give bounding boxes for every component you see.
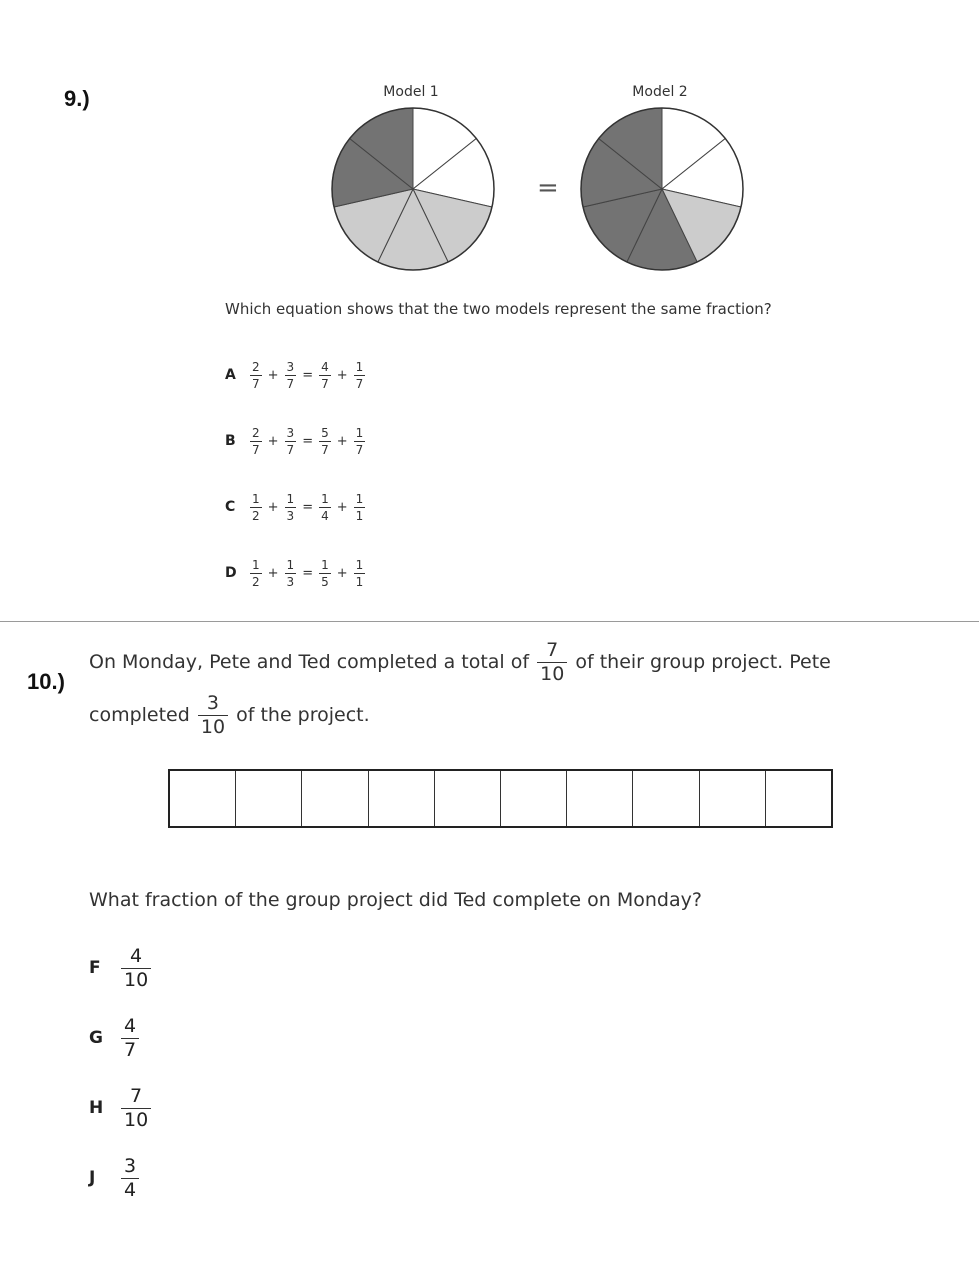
fraction-bar — [250, 507, 262, 508]
denominator: 1 — [355, 574, 364, 589]
equals-operator: = — [302, 565, 314, 581]
fraction — [354, 493, 366, 522]
numerator: 3 — [286, 359, 295, 374]
numerator: 1 — [355, 557, 364, 572]
question-10-text-line-2 — [89, 694, 370, 737]
strip-part — [435, 771, 501, 826]
model-1-pie — [332, 108, 494, 270]
fraction — [250, 559, 262, 588]
plus-operator: + — [267, 367, 279, 383]
choice-fraction — [121, 1084, 151, 1131]
answer-choice-h[interactable] — [89, 1073, 153, 1143]
answer-choice-a[interactable] — [225, 355, 368, 395]
fraction-bar — [319, 441, 331, 442]
fraction-bar — [354, 507, 366, 508]
fraction — [354, 427, 366, 456]
numerator: 1 — [252, 491, 260, 506]
choice-equation — [247, 361, 368, 390]
fraction-bar — [354, 573, 366, 574]
fraction-bar — [250, 375, 262, 376]
denominator: 1 — [355, 508, 364, 523]
strip-part — [766, 771, 831, 826]
plus-operator: + — [267, 433, 279, 449]
fraction-models — [325, 104, 755, 284]
fraction — [285, 493, 297, 522]
fraction-bar — [250, 573, 262, 574]
denominator: 7 — [321, 376, 329, 391]
fraction — [250, 427, 262, 456]
denominator: 7 — [252, 376, 260, 391]
denominator: 7 — [252, 442, 260, 457]
strip-part — [700, 771, 766, 826]
answer-choice-g[interactable] — [89, 1003, 153, 1073]
choice-fraction — [121, 1014, 139, 1061]
question-10-text-line-1 — [89, 641, 831, 684]
plus-operator: + — [336, 433, 348, 449]
choice-letter: J — [89, 1168, 96, 1188]
fraction-bar — [354, 375, 366, 376]
answer-choice-c[interactable] — [225, 487, 368, 527]
denominator: 2 — [252, 574, 260, 589]
numerator: 1 — [355, 359, 364, 374]
equals-operator: = — [302, 499, 314, 515]
strip-part — [302, 771, 368, 826]
model-2-pie — [581, 108, 743, 270]
fraction — [250, 361, 262, 390]
choice-letter: H — [89, 1098, 104, 1118]
question-9-prompt: Which equation shows that the two models represent the same fraction? — [225, 300, 772, 318]
choice-equation — [247, 559, 368, 588]
denominator: 10 — [124, 1108, 149, 1131]
line-1-text-after: of their group project. Pete — [575, 651, 831, 673]
denominator: 4 — [124, 1178, 137, 1201]
denominator: 7 — [286, 442, 295, 457]
denominator: 7 — [355, 442, 364, 457]
fraction — [354, 559, 366, 588]
numerator: 1 — [321, 557, 329, 572]
answer-choice-j[interactable] — [89, 1143, 153, 1213]
numerator: 1 — [252, 557, 260, 572]
model-2-label: Model 2 — [632, 84, 688, 100]
fraction — [285, 559, 297, 588]
denominator: 5 — [321, 574, 329, 589]
choice-letter: A — [225, 367, 236, 383]
fraction — [285, 427, 297, 456]
numerator: 5 — [321, 425, 329, 440]
pete-denominator: 10 — [200, 716, 226, 738]
numerator: 1 — [355, 425, 364, 440]
fraction — [250, 493, 262, 522]
fraction-bar — [319, 375, 331, 376]
plus-operator: + — [267, 499, 279, 515]
strip-part — [170, 771, 236, 826]
fraction-bar — [319, 507, 331, 508]
equals-operator: = — [302, 367, 314, 383]
denominator: 4 — [321, 508, 329, 523]
choice-fraction — [121, 944, 151, 991]
section-divider — [0, 621, 979, 622]
choice-letter: G — [89, 1028, 103, 1048]
plus-operator: + — [336, 367, 348, 383]
choice-letter: D — [225, 565, 237, 581]
numerator: 2 — [252, 359, 260, 374]
equals-sign: = — [537, 173, 559, 203]
fraction — [285, 361, 297, 390]
choice-letter: C — [225, 499, 236, 515]
numerator: 1 — [355, 491, 364, 506]
answer-choice-d[interactable] — [225, 553, 368, 593]
numerator: 4 — [130, 944, 143, 967]
plus-operator: + — [336, 565, 348, 581]
fraction-bar — [250, 441, 262, 442]
strip-part — [567, 771, 633, 826]
line-2-text-after: of the project. — [236, 704, 370, 726]
pete-fraction — [198, 694, 228, 737]
question-10-prompt: What fraction of the group project did Ted complete on Monday? — [89, 889, 702, 911]
strip-part — [633, 771, 699, 826]
strip-part — [501, 771, 567, 826]
numerator: 4 — [124, 1014, 137, 1037]
pete-numerator: 3 — [206, 692, 219, 714]
numerator: 1 — [286, 491, 295, 506]
fraction — [319, 361, 331, 390]
total-denominator: 10 — [540, 663, 565, 685]
fraction — [319, 559, 331, 588]
denominator: 3 — [286, 574, 295, 589]
choice-equation — [247, 427, 368, 456]
choice-letter: F — [89, 958, 101, 978]
numerator: 2 — [252, 425, 260, 440]
numerator: 7 — [130, 1084, 143, 1107]
strip-part — [369, 771, 435, 826]
denominator: 7 — [286, 376, 295, 391]
numerator: 1 — [321, 491, 329, 506]
total-fraction — [537, 641, 567, 684]
line-1-text-before: On Monday, Pete and Ted completed a total of — [89, 651, 530, 673]
denominator: 7 — [321, 442, 329, 457]
denominator: 7 — [355, 376, 364, 391]
question-9-options — [225, 355, 368, 593]
total-numerator: 7 — [546, 639, 559, 661]
line-2-text-before: completed — [89, 704, 190, 726]
choice-letter: B — [225, 433, 236, 449]
strip-part — [236, 771, 302, 826]
numerator: 4 — [321, 359, 329, 374]
denominator: 10 — [124, 968, 149, 991]
answer-choice-b[interactable] — [225, 421, 368, 461]
numerator: 3 — [286, 425, 295, 440]
fraction-strip-model — [168, 769, 833, 828]
question-10-number: 10.) — [27, 669, 65, 694]
equals-operator: = — [302, 433, 314, 449]
fraction-bar — [354, 441, 366, 442]
fraction-bar — [285, 507, 297, 508]
fraction — [319, 427, 331, 456]
plus-operator: + — [267, 565, 279, 581]
choice-fraction — [121, 1154, 139, 1201]
plus-operator: + — [336, 499, 348, 515]
fraction — [319, 493, 331, 522]
numerator: 3 — [124, 1154, 137, 1177]
fraction-bar — [285, 375, 297, 376]
fraction-bar — [319, 573, 331, 574]
question-9-number: 9.) — [64, 86, 90, 111]
choice-equation — [247, 493, 368, 522]
denominator: 2 — [252, 508, 260, 523]
fraction-bar — [285, 441, 297, 442]
fraction — [354, 361, 366, 390]
answer-choice-f[interactable] — [89, 933, 153, 1003]
fraction-bar — [285, 573, 297, 574]
denominator: 3 — [286, 508, 295, 523]
question-10-options — [89, 933, 153, 1213]
numerator: 1 — [286, 557, 295, 572]
model-1-label: Model 1 — [383, 84, 439, 100]
denominator: 7 — [124, 1038, 137, 1061]
